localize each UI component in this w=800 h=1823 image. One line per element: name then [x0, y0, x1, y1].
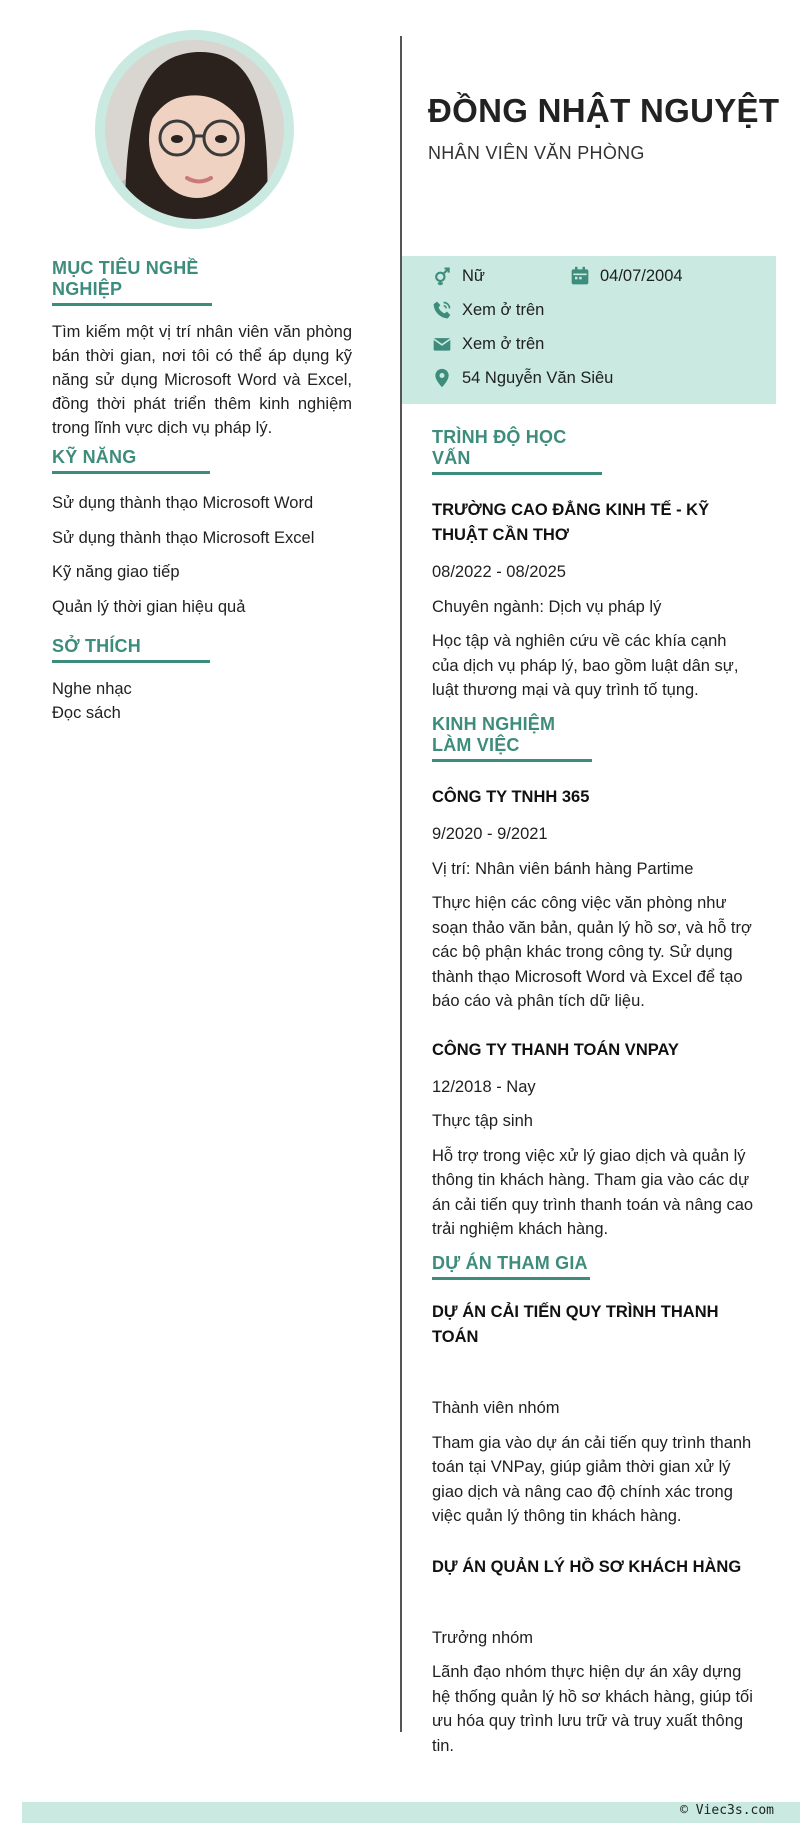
profile-photo: [105, 40, 284, 219]
job-title: NHÂN VIÊN VĂN PHÒNG: [428, 143, 645, 163]
experience-section: [432, 714, 757, 1242]
education-description: Học tập và nghiên cứu về các khía cạnh của dịch vụ pháp lý, bao gồm luật dân sự, luật thương mại và quy trình tố tụng.: [432, 632, 739, 699]
list-item: Nghe nhạc: [52, 680, 132, 698]
project-description: Tham gia vào dự án cải tiến quy trình thanh toán tại VNPay, giúp giảm thời gian xử lý giao dịch và nâng cao độ chính xác trong việc quản lý thông tin khách hàng.: [432, 1433, 752, 1525]
footer-bar: [22, 1802, 800, 1823]
contact-panel: [402, 256, 776, 404]
calendar-icon: [570, 266, 590, 286]
company-name: CÔNG TY TNHH 365: [432, 788, 590, 806]
projects-heading: DỰ ÁN THAM GIA: [432, 1253, 590, 1280]
list-item: Sử dụng thành thạo Microsoft Excel: [52, 528, 315, 547]
gender-row: [432, 266, 485, 286]
skills-heading: KỸ NĂNG: [52, 447, 210, 474]
job-role: Vị trí: Nhân viên bánh hàng Partime: [432, 859, 694, 878]
education-period: 08/2022 - 08/2025: [432, 563, 566, 581]
avatar: [95, 30, 294, 229]
project-role: Thành viên nhóm: [432, 1399, 560, 1417]
address-value: 54 Nguyễn Văn Siêu: [462, 368, 614, 387]
education-section: [432, 427, 757, 703]
job-period: 9/2020 - 9/2021: [432, 825, 548, 843]
hobbies-heading: SỞ THÍCH: [52, 636, 210, 663]
project-name: DỰ ÁN QUẢN LÝ HỒ SƠ KHÁCH HÀNG: [432, 1557, 742, 1576]
project-role: Trưởng nhóm: [432, 1628, 534, 1647]
envelope-icon: [432, 334, 452, 354]
education-heading: TRÌNH ĐỘ HỌC VẤN: [432, 427, 602, 475]
phone-value: Xem ở trên: [462, 300, 545, 319]
email-row: [432, 334, 544, 354]
email-value: Xem ở trên: [462, 334, 545, 353]
gender-value: Nữ: [462, 266, 485, 285]
job-description: Hỗ trợ trong việc xử lý giao dịch và quản lý thông tin khách hàng. Tham gia vào các dự án cải tiến quy trình thanh toán và nâng cao trải nghiệm khách hàng.: [432, 1146, 754, 1238]
skills-list: [52, 493, 352, 617]
project-description: Lãnh đạo nhóm thực hiện dự án xây dựng hệ thống quản lý hồ sơ khách hàng, giúp tối ưu hóa quy trình lưu trữ và truy xuất thông tin.: [432, 1663, 753, 1755]
company-name: CÔNG TY THANH TOÁN VNPAY: [432, 1040, 679, 1059]
job-description: Thực hiện các công việc văn phòng như soạn thảo văn bản, quản lý hồ sơ, và hỗ trợ các bộ phận khác trong công ty. Sử dụng thành thạo Microsoft Word và Excel để tạo báo cáo và phân tích dữ liệu.: [432, 894, 752, 1010]
education-major: Chuyên ngành: Dịch vụ pháp lý: [432, 597, 662, 616]
projects-section: [432, 1253, 757, 1758]
school-name: TRƯỜNG CAO ĐẲNG KINH TẾ - KỸ THUẬT CẦN THƠ: [432, 501, 710, 544]
location-pin-icon: [432, 368, 452, 388]
candidate-name: ĐỒNG NHẬT NGUYỆT: [428, 92, 780, 129]
project-name: DỰ ÁN CẢI TIẾN QUY TRÌNH THANH TOÁN: [432, 1303, 719, 1346]
list-item: Quản lý thời gian hiệu quả: [52, 597, 246, 616]
list-item: Đọc sách: [52, 704, 121, 722]
list-item: Sử dụng thành thạo Microsoft Word: [52, 494, 314, 512]
dob-row: [570, 266, 683, 286]
footer-credit: © Viec3s.com: [680, 1803, 774, 1818]
address-row: [432, 368, 613, 388]
objective-text: Tìm kiếm một vị trí nhân viên văn phòng bán thời gian, nơi tôi có thể áp dụng kỹ năng sử dụng Microsoft Word và Excel, đồng thời phát triển thêm kinh nghiệm trong lĩnh vực dịch vụ pháp lý.: [52, 323, 352, 437]
objective-heading: MỤC TIÊU NGHỀ NGHIỆP: [52, 258, 212, 306]
hobbies-list: [52, 677, 352, 725]
gender-icon: [432, 266, 452, 286]
job-period: 12/2018 - Nay: [432, 1077, 536, 1096]
list-item: Kỹ năng giao tiếp: [52, 563, 180, 581]
phone-row: [432, 300, 544, 320]
experience-heading: KINH NGHIỆM LÀM VIỆC: [432, 714, 592, 762]
phone-icon: [432, 300, 452, 320]
job-role: Thực tập sinh: [432, 1112, 533, 1130]
dob-value: 04/07/2004: [600, 266, 683, 285]
